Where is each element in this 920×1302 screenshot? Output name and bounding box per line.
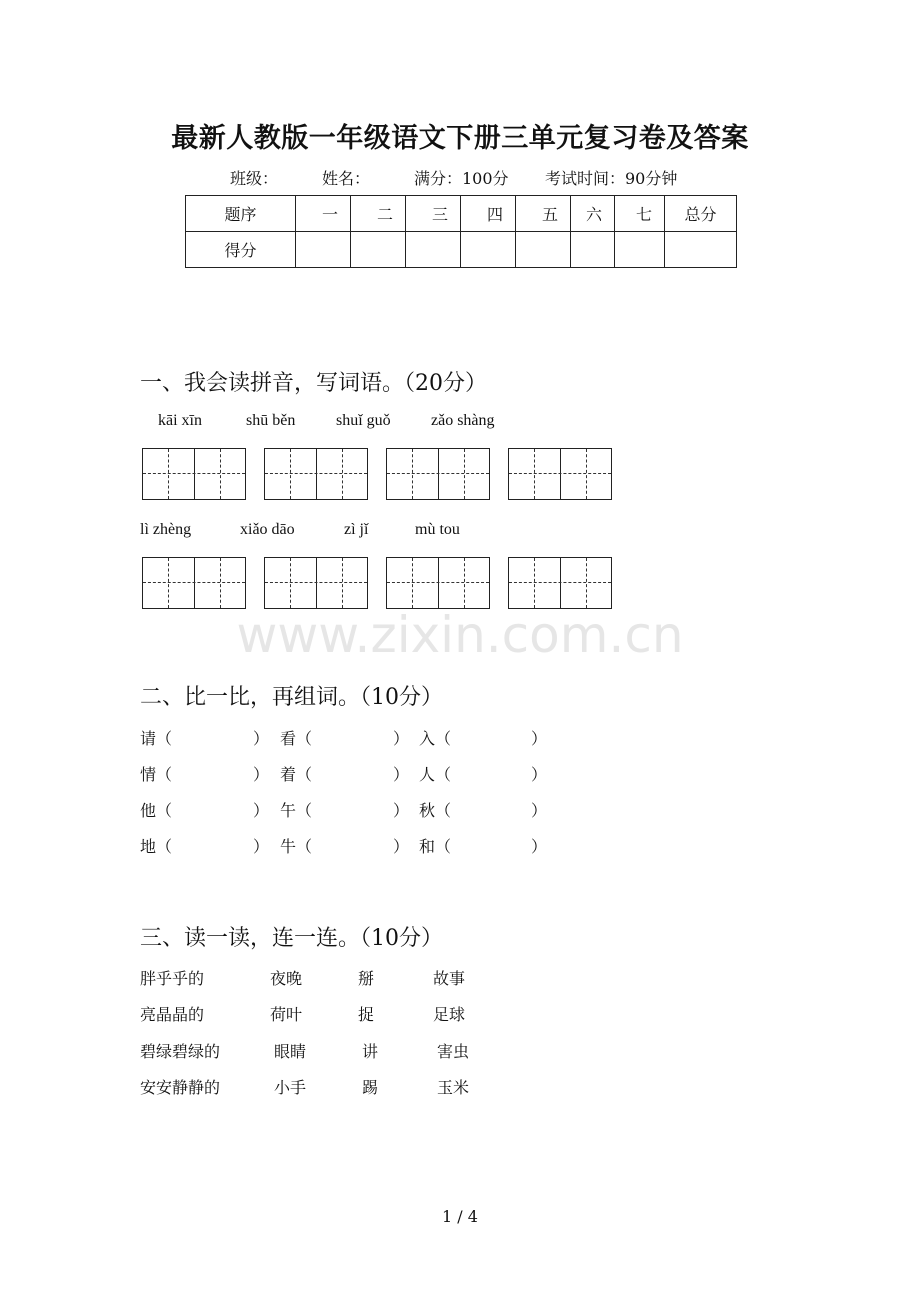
compare-close: ） bbox=[531, 837, 548, 856]
score-header-5: 五 bbox=[516, 196, 571, 232]
writing-grid[interactable] bbox=[264, 448, 368, 500]
name-field: 姓名： bbox=[322, 169, 371, 188]
match-verb[interactable]: 讲 bbox=[362, 1042, 379, 1061]
score-row-label: 得分 bbox=[186, 232, 296, 268]
compare-char: 请（ bbox=[140, 729, 173, 748]
match-noun[interactable]: 荷叶 bbox=[270, 1005, 303, 1024]
match-noun[interactable]: 眼睛 bbox=[274, 1042, 307, 1061]
full-score: 满分：100分 bbox=[414, 169, 509, 188]
pinyin: zǎo shàng bbox=[431, 412, 495, 429]
compare-close: ） bbox=[253, 837, 270, 856]
score-header-6: 六 bbox=[571, 196, 615, 232]
match-adjective[interactable]: 胖乎乎的 bbox=[140, 969, 205, 988]
match-noun[interactable]: 夜晚 bbox=[270, 969, 303, 988]
compare-char: 看（ bbox=[280, 729, 313, 748]
pinyin: lì zhèng bbox=[140, 521, 192, 538]
pinyin: kāi xīn bbox=[158, 412, 202, 429]
watermark: www.zixin.com.cn bbox=[236, 606, 684, 664]
score-table-score-row bbox=[186, 232, 737, 268]
match-adjective[interactable]: 碧绿碧绿的 bbox=[140, 1042, 221, 1061]
match-verb[interactable]: 掰 bbox=[358, 969, 375, 988]
match-verb[interactable]: 捉 bbox=[358, 1005, 375, 1024]
section2-heading: 二、比一比，再组词。（10分） bbox=[140, 685, 443, 710]
writing-grid[interactable] bbox=[264, 557, 368, 609]
pinyin: mù tou bbox=[415, 521, 460, 538]
match-adjective[interactable]: 安安静静的 bbox=[140, 1078, 221, 1097]
match-object[interactable]: 玉米 bbox=[437, 1078, 470, 1097]
compare-char: 情（ bbox=[140, 765, 173, 784]
score-header-label: 题序 bbox=[186, 196, 296, 232]
score-header-3: 三 bbox=[406, 196, 461, 232]
compare-close: ） bbox=[531, 801, 548, 820]
compare-close: ） bbox=[253, 765, 270, 784]
score-table-header-row bbox=[186, 196, 737, 232]
writing-grid[interactable] bbox=[386, 557, 490, 609]
class-field: 班级： bbox=[230, 169, 279, 188]
compare-close: ） bbox=[531, 765, 548, 784]
match-noun[interactable]: 小手 bbox=[274, 1078, 307, 1097]
writing-grid[interactable] bbox=[508, 557, 612, 609]
score-cell[interactable] bbox=[516, 232, 571, 268]
compare-close: ） bbox=[393, 837, 410, 856]
score-cell[interactable] bbox=[351, 232, 406, 268]
writing-grid[interactable] bbox=[142, 557, 246, 609]
writing-grid[interactable] bbox=[508, 448, 612, 500]
compare-close: ） bbox=[253, 801, 270, 820]
pinyin: xiǎo dāo bbox=[240, 521, 295, 538]
pinyin: shū běn bbox=[246, 412, 296, 429]
score-header-7: 七 bbox=[615, 196, 665, 232]
score-cell[interactable] bbox=[615, 232, 665, 268]
match-object[interactable]: 害虫 bbox=[437, 1042, 470, 1061]
score-cell[interactable] bbox=[461, 232, 516, 268]
match-object[interactable]: 足球 bbox=[433, 1005, 466, 1024]
score-header-2: 二 bbox=[351, 196, 406, 232]
match-verb[interactable]: 踢 bbox=[362, 1078, 379, 1097]
score-cell[interactable] bbox=[296, 232, 351, 268]
score-table bbox=[185, 195, 737, 268]
compare-char: 牛（ bbox=[280, 837, 313, 856]
section3-heading: 三、读一读，连一连。（10分） bbox=[140, 926, 443, 951]
score-header-total: 总分 bbox=[665, 196, 737, 232]
score-cell[interactable] bbox=[406, 232, 461, 268]
compare-char: 着（ bbox=[280, 765, 313, 784]
compare-char: 地（ bbox=[140, 837, 173, 856]
pinyin: shuǐ guǒ bbox=[336, 412, 391, 429]
writing-grid[interactable] bbox=[386, 448, 490, 500]
compare-char: 秋（ bbox=[419, 801, 452, 820]
score-header-4: 四 bbox=[461, 196, 516, 232]
score-header-1: 一 bbox=[296, 196, 351, 232]
compare-close: ） bbox=[253, 729, 270, 748]
compare-close: ） bbox=[393, 729, 410, 748]
document-title: 最新人教版一年级语文下册三单元复习卷及答案 bbox=[171, 123, 749, 154]
score-cell[interactable] bbox=[571, 232, 615, 268]
match-object[interactable]: 故事 bbox=[433, 969, 466, 988]
pinyin: zì jǐ bbox=[344, 521, 369, 538]
compare-char: 午（ bbox=[280, 801, 313, 820]
compare-close: ） bbox=[393, 801, 410, 820]
writing-grid[interactable] bbox=[142, 448, 246, 500]
exam-time: 考试时间：90分钟 bbox=[545, 169, 678, 188]
compare-char: 和（ bbox=[419, 837, 452, 856]
compare-char: 他（ bbox=[140, 801, 173, 820]
page-number: 1 / 4 bbox=[442, 1207, 478, 1226]
compare-close: ） bbox=[393, 765, 410, 784]
score-cell[interactable] bbox=[665, 232, 737, 268]
compare-char: 入（ bbox=[419, 729, 452, 748]
compare-char: 人（ bbox=[419, 765, 452, 784]
section1-heading: 一、我会读拼音，写词语。（20分） bbox=[140, 371, 487, 396]
match-adjective[interactable]: 亮晶晶的 bbox=[140, 1005, 205, 1024]
compare-close: ） bbox=[531, 729, 548, 748]
